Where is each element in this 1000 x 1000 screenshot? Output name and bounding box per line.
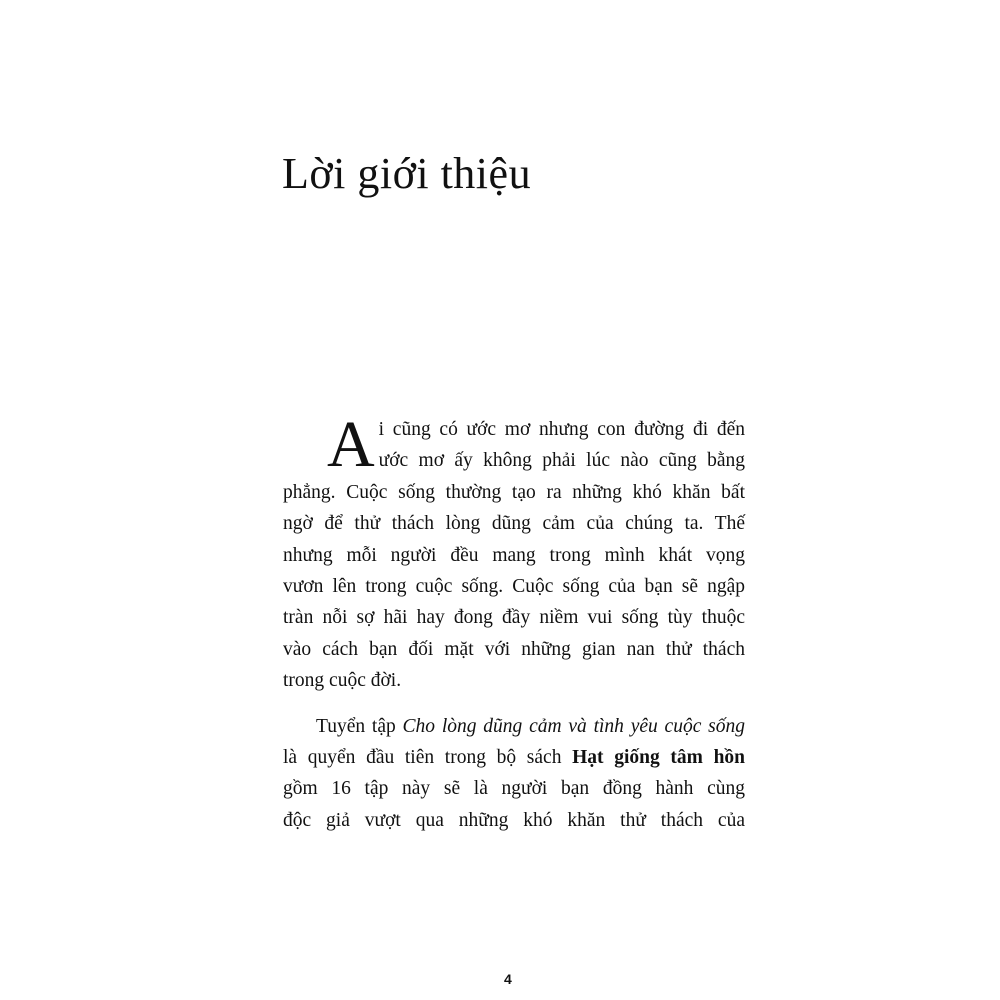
paragraph-2-intro: Tuyển tập <box>316 715 403 737</box>
series-name: Hạt giống tâm hồn <box>572 747 746 769</box>
paragraph-1-line-3: phẳng. Cuộc sống thường tạo ra những khó khăn bất <box>283 481 745 503</box>
book-title: Cho lòng dũng cảm và tình yêu cuộc sống <box>402 715 745 737</box>
paragraph-1-line-7: tràn nỗi sợ hãi hay đong đầy niềm vui sống tùy thuộc <box>283 607 745 629</box>
paragraph-1-line-2: ước mơ ấy không phải lúc nào cũng bằng <box>378 450 745 472</box>
paragraph-2-line-2-text: là quyển đầu tiên trong bộ sách <box>283 747 573 769</box>
paragraph-1 <box>283 408 745 697</box>
paragraph-2-line-4: độc giả vượt qua những khó khăn thử thách của <box>283 809 745 831</box>
drop-cap: A <box>327 408 375 481</box>
body-text <box>283 408 746 836</box>
page-number: 4 <box>504 971 512 987</box>
page-title: Lời giới thiệu <box>282 149 532 198</box>
paragraph-1-line-5: nhưng mỗi người đều mang trong mình khát vọng <box>283 544 745 566</box>
paragraph-1-line-4: ngờ để thử thách lòng dũng cảm của chúng ta. Thế <box>283 513 745 535</box>
paragraph-2 <box>283 711 745 837</box>
paragraph-2-line-3: gồm 16 tập này sẽ là người bạn đồng hành cùng <box>283 778 745 800</box>
paragraph-2-line-2 <box>283 742 745 773</box>
paragraph-1-line-9: trong cuộc đời. <box>283 670 402 692</box>
paragraph-1-line-8: vào cách bạn đối mặt với những gian nan thử thách <box>283 638 745 660</box>
paragraph-1-line-1: i cũng có ước mơ nhưng con đường đi đến <box>378 419 745 440</box>
paragraph-2-line-1 <box>283 711 745 742</box>
paragraph-1-line-6: vươn lên trong cuộc sống. Cuộc sống của bạn sẽ ngập <box>283 576 745 598</box>
